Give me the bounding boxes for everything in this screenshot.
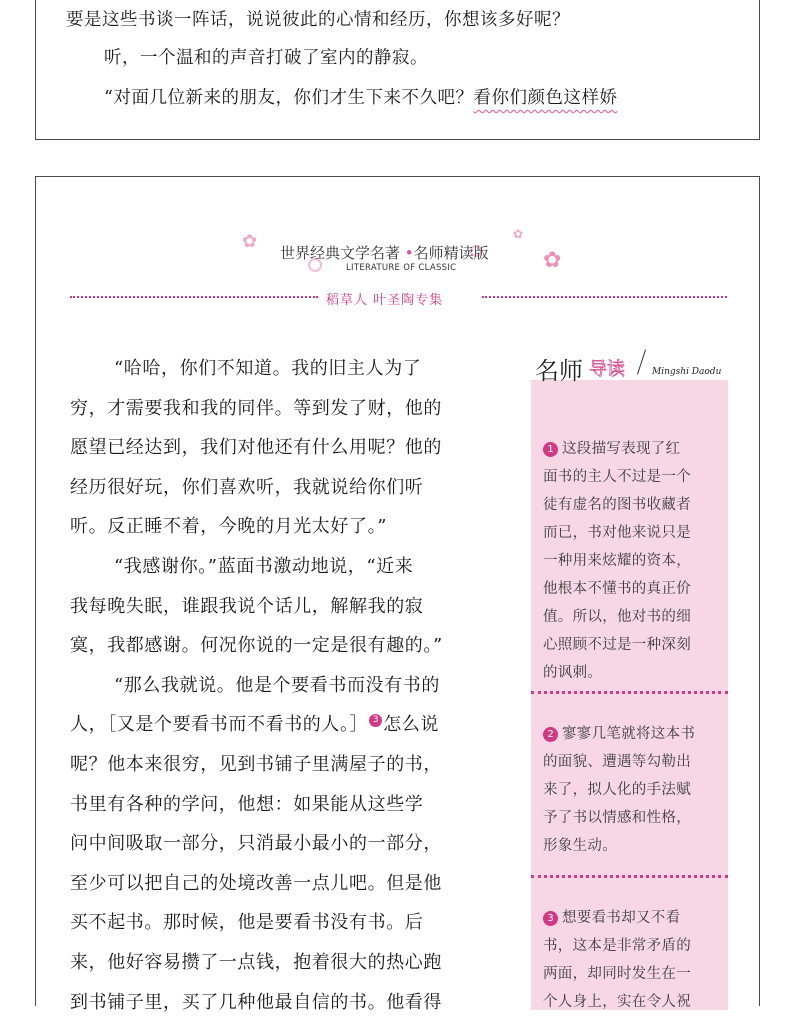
body-row: 听。反正睡不着，今晚的月光太好了。”	[70, 512, 510, 552]
annotated-phrase: 人，［又是个要看书而不看书的人。］	[70, 714, 368, 735]
body-row: 呢？他本来很穷，见到书铺子里满屋子的书，	[70, 750, 510, 790]
body-row: 书里有各种的学问，他想：如果能从这些学	[70, 790, 510, 830]
sidebar-title-mingshi: 名师	[535, 351, 583, 386]
note-number-badge: 1	[543, 442, 558, 457]
top-line-1: 要是这些书谈一阵话，说说彼此的心情和经历，你想该多好呢？	[66, 6, 570, 31]
body-row: 至少可以把自己的处境改善一点儿吧。但是他	[70, 869, 510, 909]
edition-label: 名师精读版	[414, 244, 489, 262]
title-dot: •	[405, 244, 414, 262]
sidebar-header	[531, 347, 728, 387]
note-line: 面书的主人不过是一个	[543, 466, 721, 494]
note-line: 予了书以情感和性格，	[543, 807, 721, 835]
body-text	[70, 354, 510, 1027]
sidebar-title-pinyin: Mingshi Daodu	[652, 367, 721, 377]
body-row: 到书铺子里，买了几种他最自信的书。他看得	[70, 988, 510, 1027]
series-subtitle: LITERATURE OF CLASSIC	[346, 263, 456, 273]
note-number-badge: 3	[543, 911, 558, 926]
flower-decoration-icon: ✿	[242, 233, 257, 251]
header-dotted-rule-right	[482, 296, 727, 298]
note-line: 的面貌、遭遇等勾勒出	[543, 751, 721, 779]
header-dotted-rule-left	[70, 296, 318, 298]
body-row: 穷，才需要我和我的同伴。等到发了财，他的	[70, 394, 510, 434]
note-line: 的讽刺。	[543, 662, 721, 690]
note-line	[543, 907, 721, 935]
note-line: 书，这本是非常矛盾的	[543, 935, 721, 963]
flower-decoration-icon: ✿	[543, 250, 561, 272]
guide-note-3	[543, 907, 721, 1019]
note-line: 个人身上，实在令人祝	[543, 991, 721, 1019]
top-line-2: 听，一个温和的声音打破了室内的静寂。	[104, 44, 428, 69]
body-row: 经历很好玩，你们喜欢听，我就说给你们听	[70, 473, 510, 513]
body-row: 愿望已经达到，我们对他还有什么用呢？他的	[70, 433, 510, 473]
note-line	[543, 438, 721, 466]
body-row: 问中间吸取一部分，只消最小最小的一部分，	[70, 829, 510, 869]
note-line: 值。所以，他对书的细	[543, 606, 721, 634]
series-title-text: 世界经典文学名著	[280, 244, 400, 262]
note-line: 两面，却同时发生在一	[543, 963, 721, 991]
body-row: 寞，我都感谢。何况你说的一定是很有趣的。”	[70, 631, 510, 671]
body-row: “哈哈，你们不知道。我的旧主人为了	[70, 354, 510, 394]
body-row: 来，他好容易攒了一点钱，抱着很大的热心跑	[70, 948, 510, 988]
flower-decoration-icon: ✿	[513, 228, 523, 240]
collection-title: 稻草人 叶圣陶专集	[326, 289, 443, 308]
note-line: 心照顾不过是一种深刻	[543, 634, 721, 662]
note-line: 形象生动。	[543, 835, 721, 863]
note-line-text: 这段描写表现了红	[562, 441, 680, 457]
underlined-phrase: 看你们颜色这样娇	[473, 88, 617, 108]
body-row-annotated	[70, 710, 510, 750]
note-separator	[531, 691, 728, 694]
body-row-tail: 怎么说	[383, 714, 439, 735]
sidebar-title-divider	[637, 349, 646, 374]
body-row: 买不起书。那时候，他是要看书没有书。后	[70, 908, 510, 948]
note-line: 徒有虚名的图书收藏者	[543, 494, 721, 522]
note-line-text: 想要看书却又不看	[562, 910, 680, 926]
note-number-badge: 2	[543, 727, 558, 742]
guide-note-1	[543, 438, 721, 690]
note-line-text: 寥寥几笔就将这本书	[562, 726, 695, 742]
sidebar-title-daodu: 导读	[589, 355, 625, 381]
note-line: 来了，拟人化的手法赋	[543, 779, 721, 807]
series-title	[280, 242, 489, 263]
note-line: 他根本不懂书的真正价	[543, 578, 721, 606]
note-line: 一种用来炫耀的资本，	[543, 550, 721, 578]
body-row: “我感谢你。”蓝面书激动地说，“近来	[70, 552, 510, 592]
note-line: 而已，书对他来说只是	[543, 522, 721, 550]
note-marker-3: 3	[369, 714, 382, 727]
body-row: “那么我就说。他是个要看书而没有书的	[70, 671, 510, 711]
top-line-3	[104, 84, 617, 109]
note-separator	[531, 875, 728, 878]
body-row: 我每晚失眠，谁跟我说个话儿，解解我的寂	[70, 592, 510, 632]
guide-note-2	[543, 723, 721, 863]
top-line-3-text: “对面几位新来的朋友，你们才生下来不久吧？	[104, 88, 473, 108]
note-line	[543, 723, 721, 751]
